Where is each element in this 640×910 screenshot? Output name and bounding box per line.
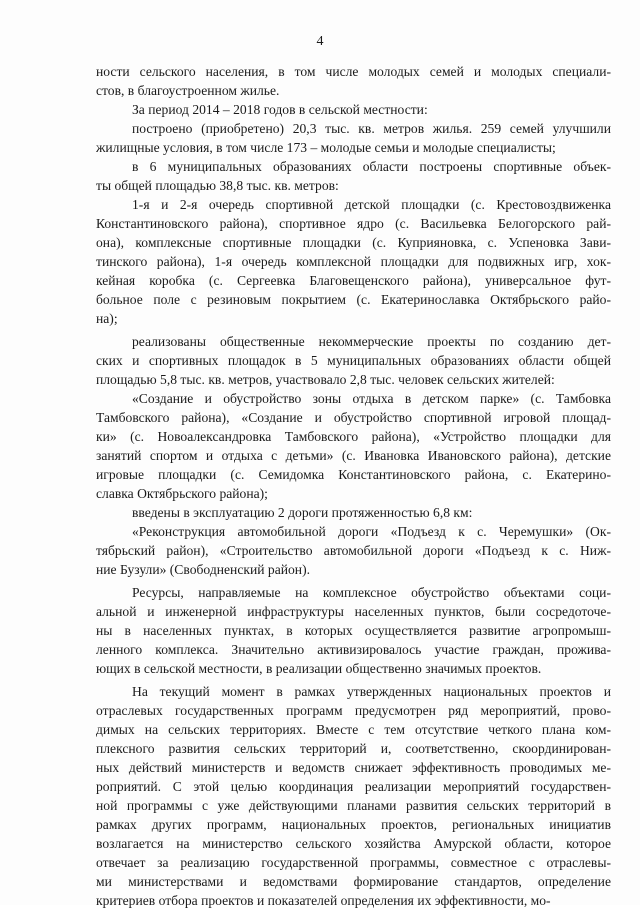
- text-line: «Создание и обустройство зоны отдыха в детском парке» (с. Тамбовка: [132, 391, 611, 406]
- text-line: Ресурсы, направляемые на комплексное обустройство объектами соци-: [132, 585, 611, 600]
- text-line: она), комплексные спортивные площадки (с. Куприяновка, с. Успеновка Зави-: [96, 235, 611, 250]
- text-line: кейная коробка (с. Сергеевка Благовещенского района), универсальное фут-: [96, 273, 611, 288]
- text-line: площадью 5,8 тыс. кв. метров, участвовало 2,8 тыс. человек сельских жителей:: [96, 372, 555, 387]
- text-line: Тамбовского района), «Создание и обустройство спортивной игровой площад-: [96, 410, 611, 425]
- text-line: критериев отбора проектов и показателей определения их эффективности, мо-: [96, 893, 551, 908]
- paragraph-p2: [96, 100, 611, 119]
- text-line: введены в эксплуатацию 2 дороги протяженностью 6,8 км:: [132, 505, 473, 520]
- text-line: стов, в благоустроенном жилье.: [96, 83, 280, 98]
- paragraph-p5: [96, 195, 611, 328]
- page-number: 4: [316, 34, 324, 49]
- text-line: в 6 муниципальных образованиях области построены спортивные объек-: [132, 159, 611, 174]
- text-line: тинского района), 1-я очередь комплексной площадки для подвижных игр, хок-: [96, 254, 611, 269]
- text-line: За период 2014 – 2018 годов в сельской местности:: [132, 102, 428, 117]
- paragraph-p9: [96, 522, 611, 579]
- text-line: димых на сельских территориях. Вместе с тем отсутствие четкого плана ком-: [96, 722, 611, 737]
- text-line: ны в населенных пунктах, в которых осуществляется развитие агропромыш-: [96, 623, 611, 638]
- text-line: тябрьский район), «Строительство автомобильной дороги «Подъезд к с. Ниж-: [96, 543, 611, 558]
- text-line: ских и спортивных площадок в 5 муниципальных образованиях области общей: [96, 353, 611, 368]
- paragraph-p6: [96, 332, 611, 389]
- text-line: ности сельского населения, в том числе молодых семей и молодых специали-: [96, 64, 611, 79]
- text-line: ты общей площадью 38,8 тыс. кв. метров:: [96, 178, 339, 193]
- paragraph-p11: [96, 682, 611, 910]
- text-line: отраслевых государственных программ предусмотрен ряд мероприятий, прово-: [96, 703, 611, 718]
- text-line: реализованы общественные некоммерческие проекты по созданию дет-: [132, 334, 611, 349]
- document-body: [96, 62, 611, 910]
- text-line: роприятий. С этой целью координация реализации мероприятий государствен-: [96, 779, 611, 794]
- paragraph-p1: [96, 62, 611, 100]
- paragraph-p4: [96, 157, 611, 195]
- text-line: возлагается на министерство сельского хозяйства Амурской области, которое: [96, 836, 611, 851]
- text-line: игровые площадки (с. Семидомка Константиновского района, с. Екатерино-: [96, 467, 611, 482]
- text-line: «Реконструкция автомобильной дороги «Подъезд к с. Черемушки» (Ок-: [132, 524, 611, 539]
- text-line: альной и инженерной инфраструктуры населенных пунктов, были сосредоточе-: [96, 604, 611, 619]
- paragraph-p3: [96, 119, 611, 157]
- text-line: ющих в сельской местности, в реализации общественно значимых проектов.: [96, 661, 542, 676]
- paragraph-p10: [96, 583, 611, 678]
- text-line: Константиновского района), спортивное ядро (с. Васильевка Белогорского рай-: [96, 216, 611, 231]
- text-line: рамках других программ, национальных проектов, региональных инициатив: [96, 817, 611, 832]
- text-line: отвечает за реализацию государственной программы, совместное с отраслевы-: [96, 855, 611, 870]
- text-line: построено (приобретено) 20,3 тыс. кв. метров жилья. 259 семей улучшили: [132, 121, 611, 136]
- text-line: На текущий момент в рамках утвержденных национальных проектов и: [132, 684, 611, 699]
- text-line: плексного развития сельских территорий и, соответственно, скоординирован-: [96, 741, 611, 756]
- text-line: славка Октябрьского района);: [96, 486, 268, 501]
- text-line: на);: [96, 311, 118, 326]
- text-line: ленного комплекса. Значительно активизировалось участие граждан, прожива-: [96, 642, 611, 657]
- text-line: ки» (с. Новоалександровка Тамбовского района), «Устройство площадки для: [96, 429, 611, 444]
- text-line: занятий спортом и отдыха с детьми» (с. Ивановка Ивановского района), детские: [96, 448, 611, 463]
- text-line: ной программы с уже действующими планами развития сельских территорий в: [96, 798, 611, 813]
- text-line: ных действий министерств и ведомств снижает эффективность проводимых ме-: [96, 760, 611, 775]
- text-line: жилищные условия, в том числе 173 – молодые семьи и молодые специалисты;: [96, 140, 556, 155]
- paragraph-p8: [96, 503, 611, 522]
- text-line: ние Бузули» (Свободненский район).: [96, 562, 311, 577]
- text-line: больное поле с резиновым покрытием (с. Екатеринославка Октябрьского райо-: [96, 292, 611, 307]
- paragraph-p7: [96, 389, 611, 503]
- text-line: 1-я и 2-я очередь спортивной детской площадки (с. Крестовоздвиженка: [132, 197, 611, 212]
- text-line: ми министерствами и ведомствами формирование стандартов, определение: [96, 874, 611, 889]
